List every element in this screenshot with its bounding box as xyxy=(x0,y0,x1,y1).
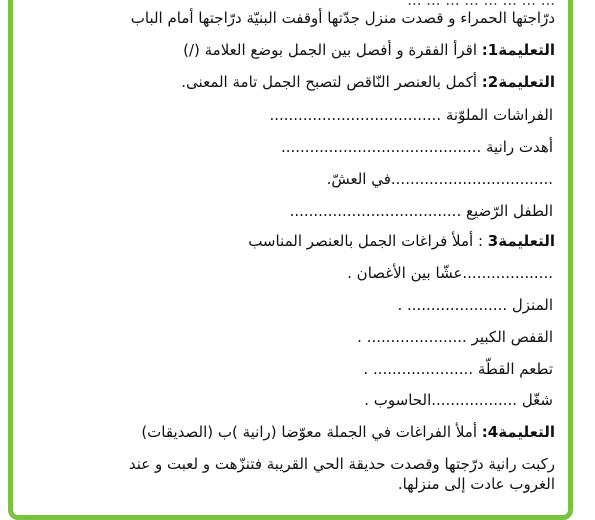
exercise-3-item-2: المنزل ..................... . xyxy=(397,296,553,314)
intro-line: درّاجتها الحمراء و قصدت منزل جدّتها أوقفت البنيّة درّاجتها أمام الباب xyxy=(130,9,555,27)
paragraph-line-2: الغروب عادت إلى منزلها. xyxy=(397,475,555,493)
instruction-3 xyxy=(248,232,555,250)
instruction-4 xyxy=(141,423,555,441)
paragraph-line-1: ركبت رانية درّجتها وقصدت حديقة الحي القريبة فتنزّهت و لعبت و عند xyxy=(128,455,555,473)
instruction-3-label: التعليمة3 xyxy=(487,232,555,250)
exercise-3-item-5: شغّل ..................الحاسوب . xyxy=(364,391,553,409)
exercise-2-item-3: ..................................في العشّ. xyxy=(326,170,553,188)
exercise-2-item-1: الفراشات الملوّنة .................................... xyxy=(269,106,553,124)
instruction-3-text: : أملأ فراغات الجمل بالعنصر المناسب xyxy=(248,232,484,250)
instruction-4-text: أملأ الفراغات في الجملة معوّضا (رانية )ب (الصديقات) xyxy=(141,423,478,441)
instruction-2 xyxy=(181,73,555,91)
exercise-2-item-2: أهدت رانية .......................................... xyxy=(280,138,553,156)
exercise-3-item-4: تطعم القطّة ..................... . xyxy=(363,360,553,378)
instruction-1-text: اقرأ الفقرة و أفصل بين الجمل بوضع العلامة (/) xyxy=(183,41,478,59)
instruction-2-text: أكمل بالعنصر النّاقص لتصبح الجمل تامة المعنى. xyxy=(181,73,478,91)
instruction-1 xyxy=(183,41,555,59)
instruction-4-label: التعليمة4: xyxy=(481,423,555,441)
exercise-3-item-1: ...................عشّا بين الأغصان . xyxy=(347,264,553,282)
exercise-2-item-4: الطفل الرّضيع .................................... xyxy=(289,202,553,220)
exercise-3-item-3: القفص الكبير ..................... . xyxy=(357,328,553,346)
partial-top-line: ... ... ... ... ... ... ... ... xyxy=(407,0,555,9)
instruction-2-label: التعليمة2: xyxy=(481,73,555,91)
instruction-1-label: التعليمة1: xyxy=(481,41,555,59)
